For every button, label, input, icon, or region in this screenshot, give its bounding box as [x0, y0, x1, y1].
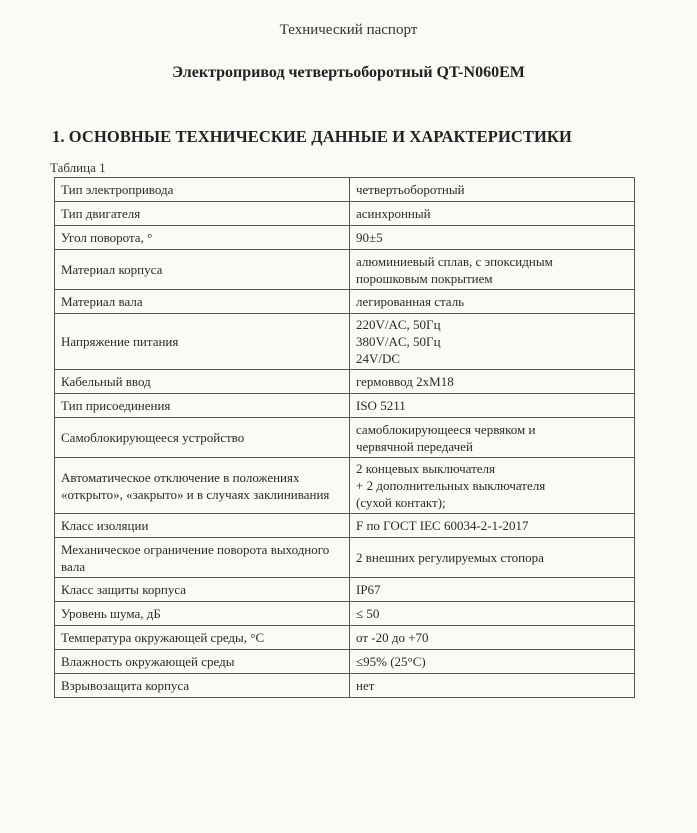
value-line: + 2 дополнительных выключателя	[356, 478, 546, 493]
document-header: Технический паспорт	[279, 22, 418, 38]
value-cell	[350, 226, 635, 250]
table-row	[55, 458, 635, 514]
value-cell	[350, 538, 635, 578]
table-row	[55, 202, 635, 226]
param-cell: Тип электропривода	[55, 178, 350, 202]
param-cell: Температура окружающей среды, °С	[55, 626, 350, 650]
value-line: четвертьоборотный	[356, 182, 465, 197]
value-cell	[350, 370, 635, 394]
spec-table-body	[55, 178, 635, 698]
value-cell	[350, 458, 635, 514]
value-line: (сухой контакт);	[356, 495, 446, 510]
table-row	[55, 314, 635, 370]
value-line: ≤ 50	[356, 606, 380, 621]
table-row	[55, 178, 635, 202]
table-row	[55, 538, 635, 578]
param-cell: Материал вала	[55, 290, 350, 314]
value-line: асинхронный	[356, 206, 431, 221]
value-line: самоблокирующееся червяком и	[356, 421, 536, 437]
value-line: ISO 5211	[356, 398, 406, 413]
value-line: алюминиевый сплав, с эпоксидным	[356, 253, 553, 269]
value-line: порошковым покрытием	[356, 270, 493, 286]
param-cell: Взрывозащита корпуса	[55, 674, 350, 698]
table-row	[55, 578, 635, 602]
value-cell	[350, 394, 635, 418]
section-heading: 1. ОСНОВНЫЕ ТЕХНИЧЕСКИЕ ДАННЫЕ И ХАРАКТЕРИСТИКИ	[52, 127, 572, 146]
param-cell: Влажность окружающей среды	[55, 650, 350, 674]
param-cell: Класс защиты корпуса	[55, 578, 350, 602]
param-cell: Тип присоединения	[55, 394, 350, 418]
table-row	[55, 514, 635, 538]
table-row	[55, 226, 635, 250]
table-row	[55, 418, 635, 458]
param-cell: Материал корпуса	[55, 250, 350, 290]
table-row	[55, 650, 635, 674]
param-cell: Кабельный ввод	[55, 370, 350, 394]
table-row	[55, 290, 635, 314]
value-line: 2 концевых выключателя	[356, 461, 495, 476]
param-cell: Напряжение питания	[55, 314, 350, 370]
value-line: 380V/AC, 50Гц	[356, 334, 441, 349]
value-line: 24V/DC	[356, 351, 401, 366]
value-cell	[350, 290, 635, 314]
value-cell	[350, 578, 635, 602]
value-cell	[350, 250, 635, 290]
value-line: ≤95% (25°С)	[356, 654, 426, 669]
value-line: IP67	[356, 582, 381, 597]
value-line: нет	[356, 678, 375, 693]
value-line: 220V/AC, 50Гц	[356, 317, 441, 332]
param-cell: Уровень шума, дБ	[55, 602, 350, 626]
value-line: 90±5	[356, 230, 383, 245]
table-row	[55, 370, 635, 394]
param-cell: Тип двигателя	[55, 202, 350, 226]
value-cell	[350, 178, 635, 202]
param-cell: Автоматическое отключение в положениях «открыто», «закрыто» и в случаях заклинивания	[55, 458, 350, 514]
value-cell	[350, 314, 635, 370]
param-cell: Класс изоляции	[55, 514, 350, 538]
value-line: гермоввод 2хМ18	[356, 374, 454, 389]
value-line: червячной передачей	[356, 438, 473, 454]
table-row	[55, 674, 635, 698]
value-line: 2 внешних регулируемых стопора	[356, 550, 544, 565]
value-cell	[350, 650, 635, 674]
table-row	[55, 394, 635, 418]
table-row	[55, 602, 635, 626]
table-caption: Таблица 1	[50, 160, 106, 175]
spec-table	[54, 177, 635, 698]
param-cell: Механическое ограничение поворота выходного вала	[55, 538, 350, 578]
value-cell	[350, 514, 635, 538]
value-cell	[350, 602, 635, 626]
value-cell	[350, 674, 635, 698]
table-row	[55, 250, 635, 290]
document-title: Электропривод четвертьоборотный QT-N060EM	[172, 64, 525, 81]
value-line: F по ГОСТ IEC 60034-2-1-2017	[356, 518, 529, 533]
param-cell: Угол поворота, °	[55, 226, 350, 250]
value-line: от -20 до +70	[356, 630, 429, 645]
value-cell	[350, 202, 635, 226]
value-cell	[350, 418, 635, 458]
value-cell	[350, 626, 635, 650]
table-row	[55, 626, 635, 650]
param-cell: Самоблокирующееся устройство	[55, 418, 350, 458]
value-line: легированная сталь	[356, 294, 465, 309]
